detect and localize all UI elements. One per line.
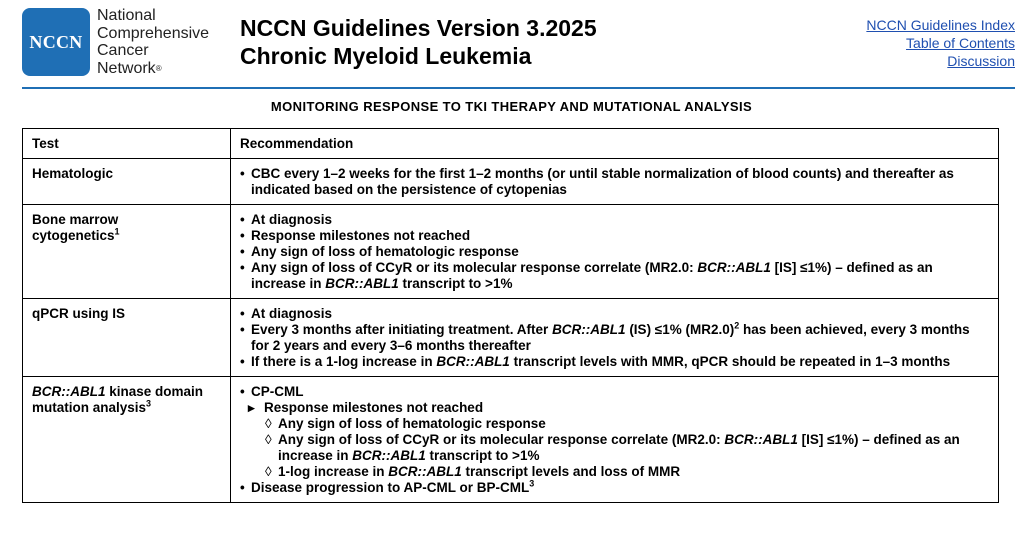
table-row (23, 299, 999, 377)
list-item: ◊ Any sign of loss of CCyR or its molecular response correlate (MR2.0: BCR::ABL1 [IS] ≤1%) – defined as an increase in BCR::ABL1 transcript to >1% (240, 432, 990, 464)
logo-line: National (97, 7, 156, 24)
logo-line: Cancer (97, 42, 149, 59)
logo-line: Comprehensive (97, 24, 210, 42)
list-item: • Response milestones not reached (240, 228, 990, 244)
row-test-name: Bone marrow cytogenetics$^1$ (23, 205, 231, 299)
table-row (23, 159, 999, 205)
guidelines-index-link[interactable]: NCCN Guidelines Index (866, 17, 1015, 33)
header-divider (22, 87, 1015, 89)
header-links (866, 16, 1015, 70)
table-of-contents-link[interactable]: Table of Contents (906, 35, 1015, 51)
table-row (23, 377, 999, 503)
list-item: • Disease progression to AP-CML or BP-CML$^3$ (240, 480, 990, 496)
list-item: ◊ Any sign of loss of hematologic response (240, 416, 990, 432)
list-item: ▸ Response milestones not reached (240, 400, 990, 416)
column-header-test: Test (23, 129, 231, 159)
row-test-name: qPCR using IS (23, 299, 231, 377)
row-recommendation (231, 377, 999, 503)
disease-title: Chronic Myeloid Leukemia (240, 43, 532, 69)
list-item: • Any sign of loss of CCyR or its molecular response correlate (MR2.0: BCR::ABL1 [IS] ≤1%) – defined as an increase in BCR::ABL1 transcript to >1% (240, 260, 990, 292)
logo-abbr: NCCN (29, 31, 83, 52)
row-recommendation (231, 299, 999, 377)
list-item: • At diagnosis (240, 212, 990, 228)
page-title (240, 14, 597, 70)
monitoring-table (22, 128, 999, 503)
list-item: • Every 3 months after initiating treatment. After BCR::ABL1 (IS) ≤1% $(MR2.0)^2$ has been achieved, every 3 months for 2 years and every 3–6 months thereafter (240, 322, 990, 354)
list-item: • Any sign of loss of hematologic response (240, 244, 990, 260)
row-test-name: BCR::ABL1 kinase domain mutation analysis$^3$ (23, 377, 231, 503)
logo-wordmark (97, 7, 209, 77)
guidelines-version: NCCN Guidelines Version 3.2025 (240, 15, 597, 41)
list-item: • CBC every 1–2 weeks for the first 1–2 months (or until stable normalization of blood counts) and thereafter as indicated based on the persistence of cytopenias (240, 166, 990, 198)
section-title: MONITORING RESPONSE TO TKI THERAPY AND MUTATIONAL ANALYSIS (270, 99, 753, 114)
table-row (23, 205, 999, 299)
row-recommendation (231, 159, 999, 205)
table-header-row (23, 129, 999, 159)
logo-line: Network® (97, 59, 162, 77)
list-item: • If there is a 1-log increase in BCR::ABL1 transcript levels with MMR, qPCR should be repeated in 1–3 months (240, 354, 990, 370)
row-recommendation (231, 205, 999, 299)
row-test-name: Hematologic (23, 159, 231, 205)
column-header-recommendation: Recommendation (231, 129, 999, 159)
list-item: • CP-CML (240, 384, 990, 400)
discussion-link[interactable]: Discussion (947, 53, 1015, 69)
list-item: ◊ 1-log increase in BCR::ABL1 transcript levels and loss of MMR (240, 464, 990, 480)
list-item: • At diagnosis (240, 306, 990, 322)
nccn-logo (22, 8, 90, 76)
